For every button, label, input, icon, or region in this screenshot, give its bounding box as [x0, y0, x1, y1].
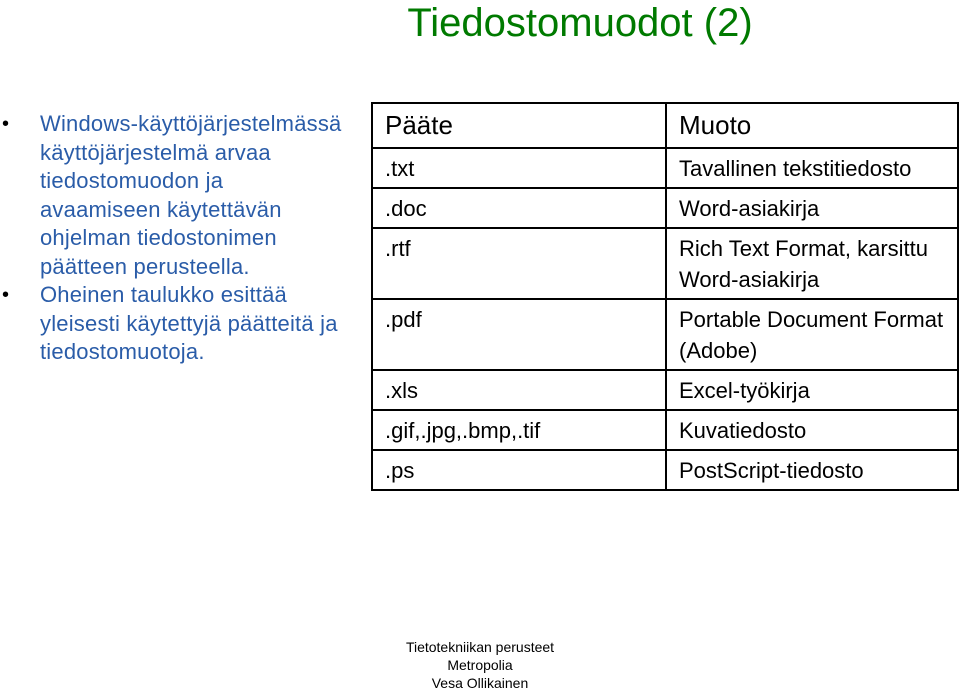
table-row: [372, 370, 958, 410]
cell-format: Word-asiakirja: [666, 188, 958, 228]
table-header-row: [372, 103, 958, 148]
cell-format: Excel-työkirja: [666, 370, 958, 410]
column-header-extension: Pääte: [372, 103, 666, 148]
cell-extension: .xls: [372, 370, 666, 410]
cell-format: Tavallinen tekstitiedosto: [666, 148, 958, 188]
footer-course: Tietotekniikan perusteet: [405, 639, 555, 655]
slide-footer: [330, 638, 630, 692]
cell-extension: .doc: [372, 188, 666, 228]
footer-author: Vesa Ollikainen: [431, 675, 529, 691]
footer-school: Metropolia: [447, 657, 513, 673]
bullet-dot-icon: •: [2, 113, 10, 135]
file-type-table: [371, 102, 959, 491]
table-row: [372, 228, 958, 299]
bullet-list: [0, 110, 350, 367]
table-row: [372, 299, 958, 370]
cell-format: Rich Text Format, karsittu Word-asiakirja: [666, 228, 958, 299]
bullet-item: [0, 110, 350, 281]
bullet-text: Windows-käyttöjärjestelmässä käyttöjärjestelmä arvaa tiedostomuodon ja avaamiseen käytettävän ohjelman tiedostonimen päätteen perusteella.: [40, 111, 342, 279]
bullet-dot-icon: •: [2, 284, 10, 306]
column-header-format: Muoto: [666, 103, 958, 148]
table-row: [372, 450, 958, 490]
table-row: [372, 188, 958, 228]
bullet-item: [0, 281, 350, 367]
slide-title: Tiedostomuodot (2): [407, 1, 753, 45]
bullet-text: Oheinen taulukko esittää yleisesti käytettyjä päätteitä ja tiedostomuotoja.: [40, 282, 338, 364]
table-row: [372, 410, 958, 450]
cell-extension: .pdf: [372, 299, 666, 370]
cell-extension: .rtf: [372, 228, 666, 299]
cell-extension: .txt: [372, 148, 666, 188]
cell-extension: .gif,.jpg,.bmp,.tif: [372, 410, 666, 450]
cell-format: Kuvatiedosto: [666, 410, 958, 450]
table-row: [372, 148, 958, 188]
cell-extension: .ps: [372, 450, 666, 490]
cell-format: PostScript-tiedosto: [666, 450, 958, 490]
cell-format: Portable Document Format (Adobe): [666, 299, 958, 370]
